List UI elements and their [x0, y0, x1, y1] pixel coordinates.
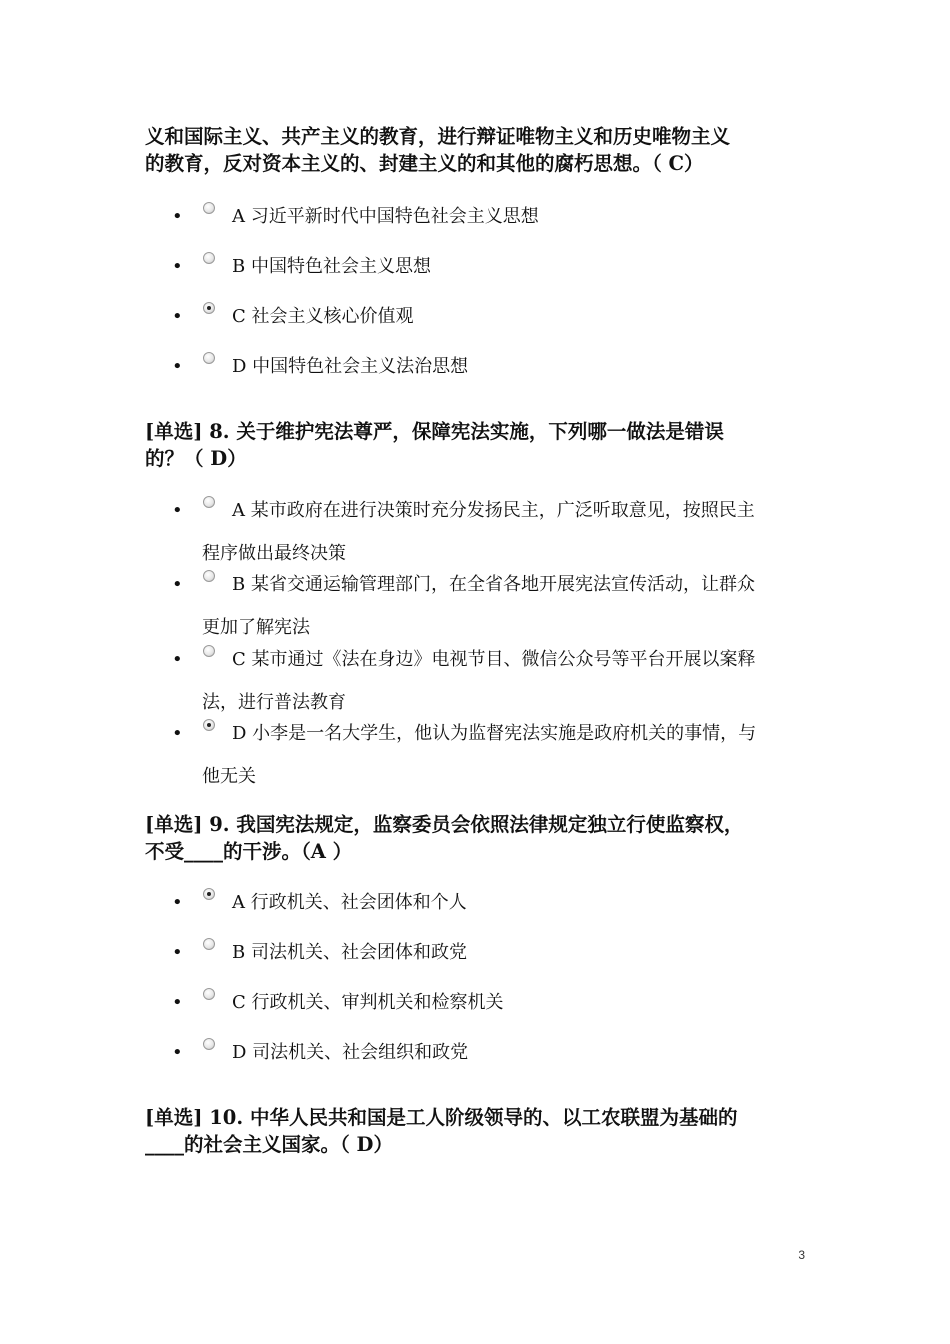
option-item[interactable]: [172, 1031, 812, 1074]
question-stem: [单选] 10. 中华人民共和国是工人阶级领导的、以工农联盟为基础的 ____的社会主义国家。（ D）: [145, 1106, 738, 1156]
bullet: •: [172, 723, 183, 744]
question-stem: [单选] 8. 关于维护宪法尊严，保障宪法实施，下列哪一做法是错误 的？（ D）: [145, 420, 724, 470]
option-text: C 行政机关、审判机关和检察机关: [232, 992, 504, 1013]
bullet: •: [172, 356, 183, 377]
option-item[interactable]: [172, 712, 812, 798]
radio-icon[interactable]: [203, 352, 215, 364]
option-text: A 行政机关、社会团体和个人: [232, 892, 467, 913]
option-item[interactable]: [172, 295, 812, 338]
option-text-continued: 程序做出最终决策: [202, 543, 346, 564]
bullet: •: [172, 500, 183, 521]
option-text: D 中国特色社会主义法治思想: [232, 356, 469, 377]
bullet: •: [172, 942, 183, 963]
option-item[interactable]: [172, 245, 812, 288]
question-stem: [单选] 9. 我国宪法规定，监察委员会依照法律规定独立行使监察权， 不受____的干涉。（A ）: [145, 813, 744, 863]
option-text-continued: 他无关: [202, 766, 256, 787]
radio-icon[interactable]: [203, 202, 215, 214]
option-item[interactable]: [172, 881, 812, 924]
option-text: B 司法机关、社会团体和政党: [232, 942, 467, 963]
option-text: D 司法机关、社会组织和政党: [232, 1042, 469, 1063]
page-number: 3: [798, 1248, 805, 1262]
radio-icon[interactable]: [203, 570, 215, 582]
radio-icon[interactable]: [203, 496, 215, 508]
question-stem: 义和国际主义、共产主义的教育，进行辩证唯物主义和历史唯物主义 的教育，反对资本主义的、封建主义的和其他的腐朽思想。（ C）: [145, 125, 731, 175]
radio-checked-icon[interactable]: [203, 888, 215, 900]
option-item[interactable]: [172, 981, 812, 1024]
radio-icon[interactable]: [203, 1038, 215, 1050]
option-text: C 某市通过《法在身边》电视节目、微信公众号等平台开展以案释: [232, 649, 756, 670]
bullet: •: [172, 649, 183, 670]
option-text: C 社会主义核心价值观: [232, 306, 414, 327]
option-item[interactable]: [172, 563, 812, 649]
radio-icon[interactable]: [203, 252, 215, 264]
option-text: B 中国特色社会主义思想: [232, 256, 431, 277]
bullet: •: [172, 574, 183, 595]
radio-icon[interactable]: [203, 988, 215, 1000]
option-text-continued: 法，进行普法教育: [202, 692, 346, 713]
option-text: A 某市政府在进行决策时充分发扬民主，广泛听取意见，按照民主: [232, 500, 755, 521]
option-text: A 习近平新时代中国特色社会主义思想: [232, 206, 539, 227]
bullet: •: [172, 992, 183, 1013]
option-text: B 某省交通运输管理部门，在全省各地开展宪法宣传活动，让群众: [232, 574, 755, 595]
option-text-continued: 更加了解宪法: [202, 617, 310, 638]
radio-checked-icon[interactable]: [203, 302, 215, 314]
bullet: •: [172, 306, 183, 327]
bullet: •: [172, 892, 183, 913]
option-item[interactable]: [172, 195, 812, 238]
option-item[interactable]: [172, 931, 812, 974]
option-item[interactable]: [172, 345, 812, 388]
bullet: •: [172, 206, 183, 227]
option-text: D 小李是一名大学生，他认为监督宪法实施是政府机关的事情，与: [232, 723, 757, 744]
radio-icon[interactable]: [203, 645, 215, 657]
radio-icon[interactable]: [203, 938, 215, 950]
bullet: •: [172, 256, 183, 277]
bullet: •: [172, 1042, 183, 1063]
radio-checked-icon[interactable]: [203, 719, 215, 731]
